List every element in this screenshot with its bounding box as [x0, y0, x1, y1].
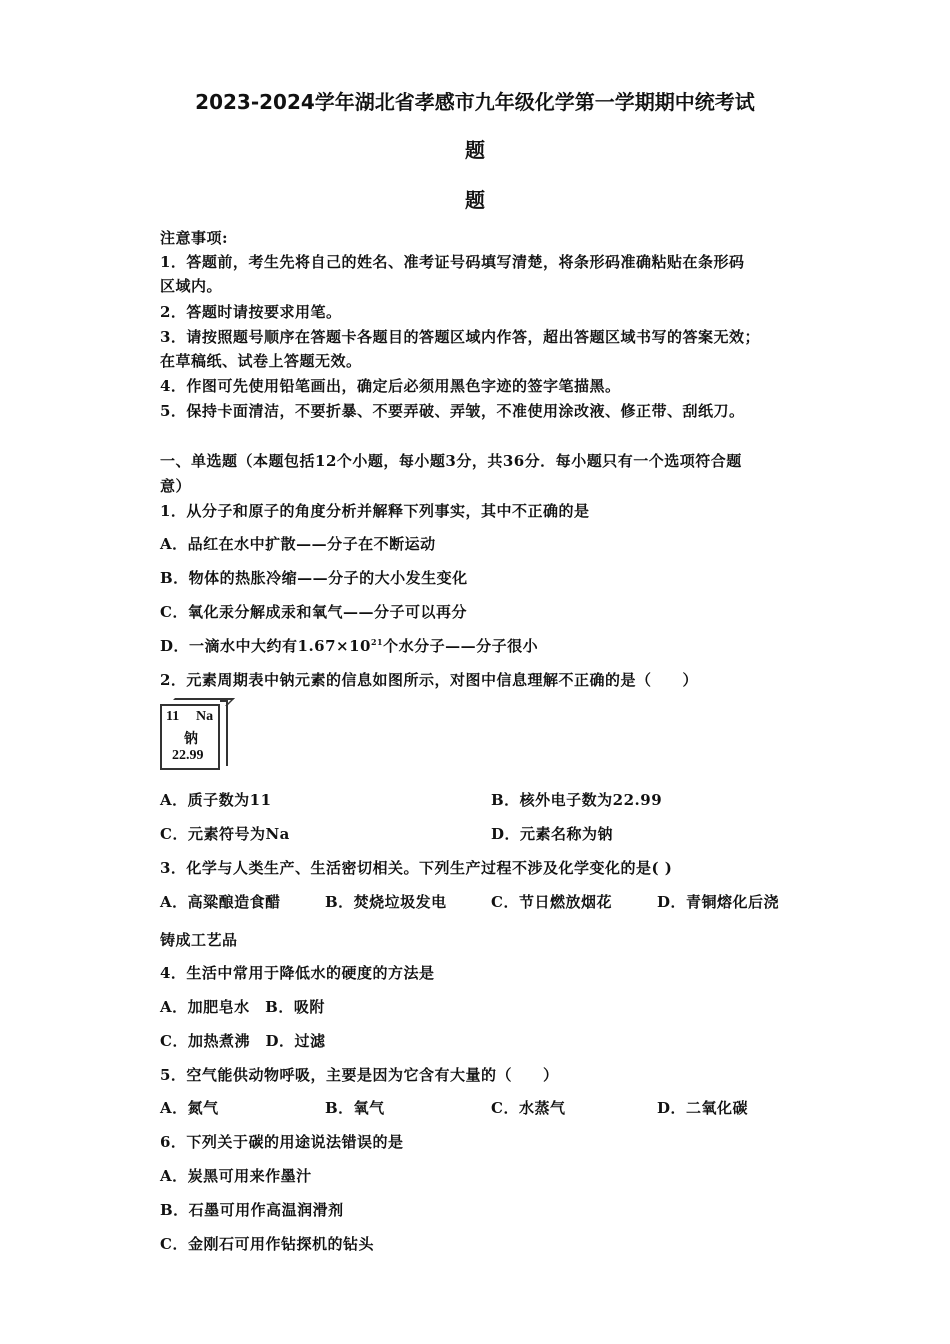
notice-item: 区域内。	[160, 277, 223, 295]
q3-option-b: B．焚烧垃圾发电	[325, 893, 447, 911]
q1-option-a: A．品红在水中扩散——分子在不断运动	[160, 535, 436, 553]
q4-options-ab: A．加肥皂水 B．吸附	[160, 998, 325, 1016]
exam-title-line2: 题	[465, 138, 485, 162]
notice-item: 在草稿纸、试卷上答题无效。	[160, 352, 362, 370]
notice-item: 2．答题时请按要求用笔。	[160, 303, 342, 321]
atomic-number: 11	[166, 709, 180, 724]
notice-heading: 注意事项:	[160, 229, 229, 247]
q1-option-b: B．物体的热胀冷缩——分子的大小发生变化	[160, 569, 468, 587]
sodium-element-card	[160, 704, 220, 770]
q4-options-cd: C．加热煮沸 D．过滤	[160, 1032, 326, 1050]
q2-option-d: D．元素名称为钠	[491, 825, 614, 843]
q6-stem: 6．下列关于碳的用途说法错误的是	[160, 1133, 404, 1151]
q5-option-c: C．水蒸气	[491, 1099, 566, 1117]
section-header-line2: 意）	[160, 477, 192, 495]
notice-item: 5．保持卡面清洁，不要折暴、不要弄破、弄皱，不准使用涂改液、修正带、刮纸刀。	[160, 402, 745, 420]
q1-stem: 1．从分子和原子的角度分析并解释下列事实，其中不正确的是	[160, 502, 590, 520]
q1-option-d: D．一滴水中大约有$1.67\times 10^{21}$个水分子——分子很小	[160, 637, 539, 655]
q6-option-c: C．金刚石可用作钻探机的钻头	[160, 1235, 374, 1253]
section-header-line1: 一、单选题（本题包括12个小题，每小题3分，共36分．每小题只有一个选项符合题	[160, 452, 742, 470]
q6-option-a: A．炭黑可用来作墨汁	[160, 1167, 312, 1185]
q1-exponent: 21	[370, 637, 384, 647]
q4-stem: 4．生活中常用于降低水的硬度的方法是	[160, 964, 435, 982]
notice-item: 3．请按照题号顺序在答题卡各题目的答题区域内作答，超出答题区域书写的答案无效；	[160, 328, 760, 346]
q2-stem: 2．元素周期表中钠元素的信息如图所示，对图中信息理解不正确的是（ ）	[160, 671, 698, 689]
q2-option-a: A．质子数为11	[160, 791, 272, 809]
q6-option-b: B．石墨可用作高温润滑剂	[160, 1201, 344, 1219]
element-card-side	[220, 700, 228, 766]
q1-option-c: C．氧化汞分解成汞和氧气——分子可以再分	[160, 603, 467, 621]
q2-option-b: B．核外电子数为22.99	[491, 791, 663, 809]
q2-option-c: C．元素符号为Na	[160, 825, 290, 843]
q5-stem: 5．空气能供动物呼吸，主要是因为它含有大量的（ ）	[160, 1066, 559, 1084]
q3-option-c: C．节日燃放烟花	[491, 893, 612, 911]
exam-title-line3: 题	[465, 188, 485, 212]
q3-option-d: D．青铜熔化后浇	[657, 893, 780, 911]
element-symbol: Na	[196, 709, 214, 724]
q5-option-d: D．二氧化碳	[657, 1099, 749, 1117]
q3-stem: 3．化学与人类生产、生活密切相关。下列生产过程不涉及化学变化的是( )	[160, 859, 673, 877]
notice-item: 4．作图可先使用铅笔画出，确定后必须用黑色字迹的签字笔描黑。	[160, 377, 621, 395]
exam-title-line1: 2023-2024学年湖北省孝感市九年级化学第一学期期中统考试	[195, 90, 755, 114]
element-name: 钠	[184, 732, 198, 747]
q3-option-d-continued: 铸成工艺品	[160, 931, 238, 949]
q5-option-a: A．氮气	[160, 1099, 219, 1117]
q3-option-a: A．高粱酿造食醋	[160, 893, 281, 911]
q5-option-b: B．氧气	[325, 1099, 385, 1117]
atomic-mass: 22.99	[172, 748, 204, 763]
notice-item: 1．答题前，考生先将自己的姓名、准考证号码填写清楚，将条形码准确粘贴在条形码	[160, 253, 745, 271]
